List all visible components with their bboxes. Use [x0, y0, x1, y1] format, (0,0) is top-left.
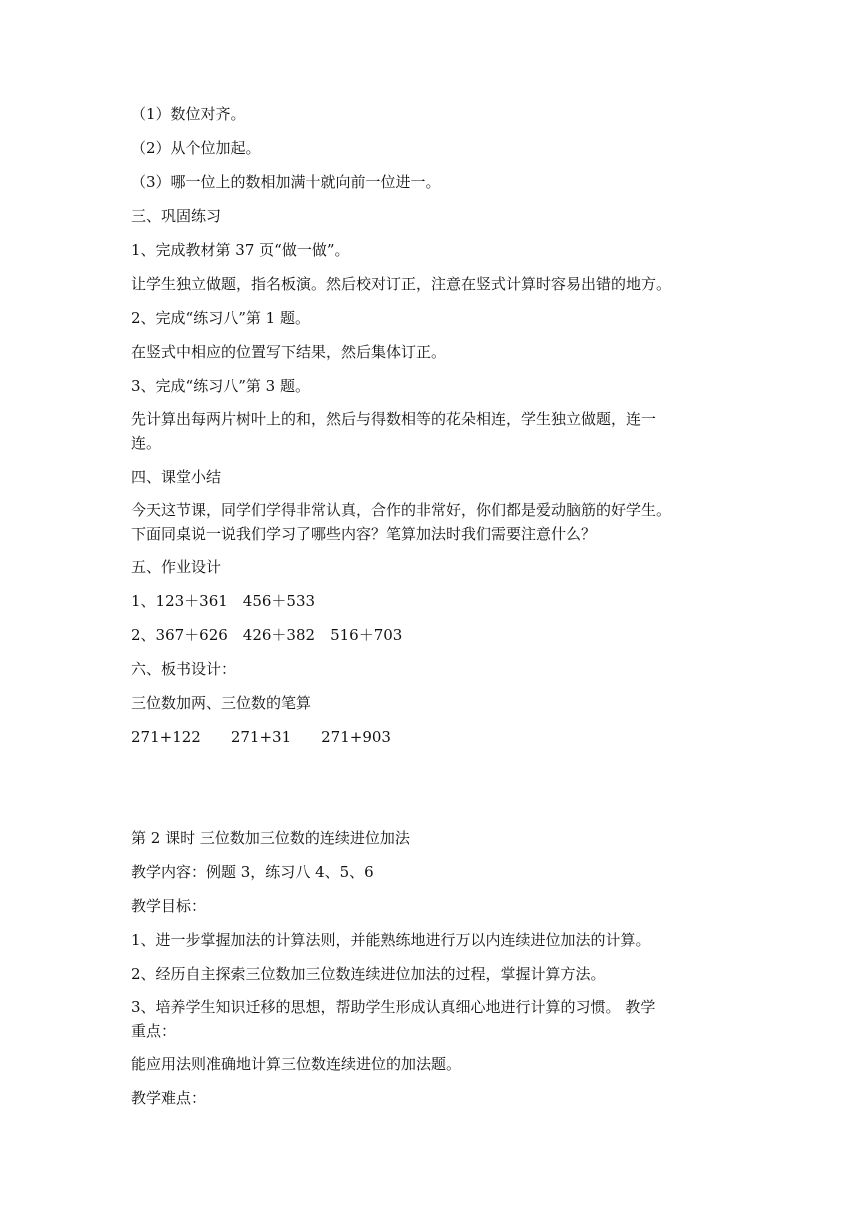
text-line: 教学内容：例题 3，练习八 4、5、6: [131, 863, 374, 881]
text-line: 让学生独立做题，指名板演。然后校对订正，注意在竖式计算时容易出错的地方。: [131, 275, 672, 293]
text-line: 2、经历自主探索三位数加三位数连续进位加法的过程，掌握计算方法。: [131, 965, 606, 983]
text-line: 2、367＋626 426＋382 516＋703: [131, 626, 403, 644]
section-heading: 五、作业设计: [131, 558, 222, 576]
section-heading: 三、巩固练习: [131, 207, 222, 225]
lesson-title: 第 2 课时 三位数加三位数的连续进位加法: [131, 829, 410, 847]
text-line: 能应用法则准确地计算三位数连续进位的加法题。: [131, 1055, 462, 1073]
text-line: （1）数位对齐。: [131, 105, 246, 123]
text-line: 1、123＋361 456＋533: [131, 592, 316, 610]
paragraph: [131, 995, 731, 1043]
text-line: （3）哪一位上的数相加满十就向前一位进一。: [131, 173, 441, 191]
text-line: 271+122 271+31 271+903: [131, 728, 391, 746]
text-line: 连。: [131, 434, 162, 452]
text-line: 重点：: [131, 1022, 177, 1040]
text-line: 1、进一步掌握加法的计算法则，并能熟练地进行万以内连续进位加法的计算。: [131, 931, 651, 949]
text-line: 在竖式中相应的位置写下结果，然后集体订正。: [131, 343, 447, 361]
text-line: 今天这节课，同学们学得非常认真，合作的非常好，你们都是爱动脑筋的好学生。: [131, 501, 672, 519]
text-line: 三位数加两、三位数的笔算: [131, 694, 312, 712]
section-heading: 教学难点：: [131, 1089, 207, 1107]
text-line: （2）从个位加起。: [131, 139, 261, 157]
text-line: 先计算出每两片树叶上的和，然后与得数相等的花朵相连，学生独立做题，连一: [131, 410, 657, 428]
text-line: 2、完成“练习八”第 1 题。: [131, 309, 310, 327]
section-heading: 教学目标：: [131, 897, 207, 915]
paragraph: [131, 498, 731, 546]
paragraph: [131, 407, 731, 455]
text-line: 3、完成“练习八”第 3 题。: [131, 377, 310, 395]
text-line: 3、培养学生知识迁移的思想，帮助学生形成认真细心地进行计算的习惯。 教学: [131, 998, 656, 1016]
section-heading: 六、板书设计：: [131, 660, 237, 678]
section-heading: 四、课堂小结: [131, 468, 222, 486]
text-line: 下面同桌说一说我们学习了哪些内容？笔算加法时我们需要注意什么？: [131, 525, 597, 543]
text-line: 1、完成教材第 37 页“做一做”。: [131, 241, 350, 259]
